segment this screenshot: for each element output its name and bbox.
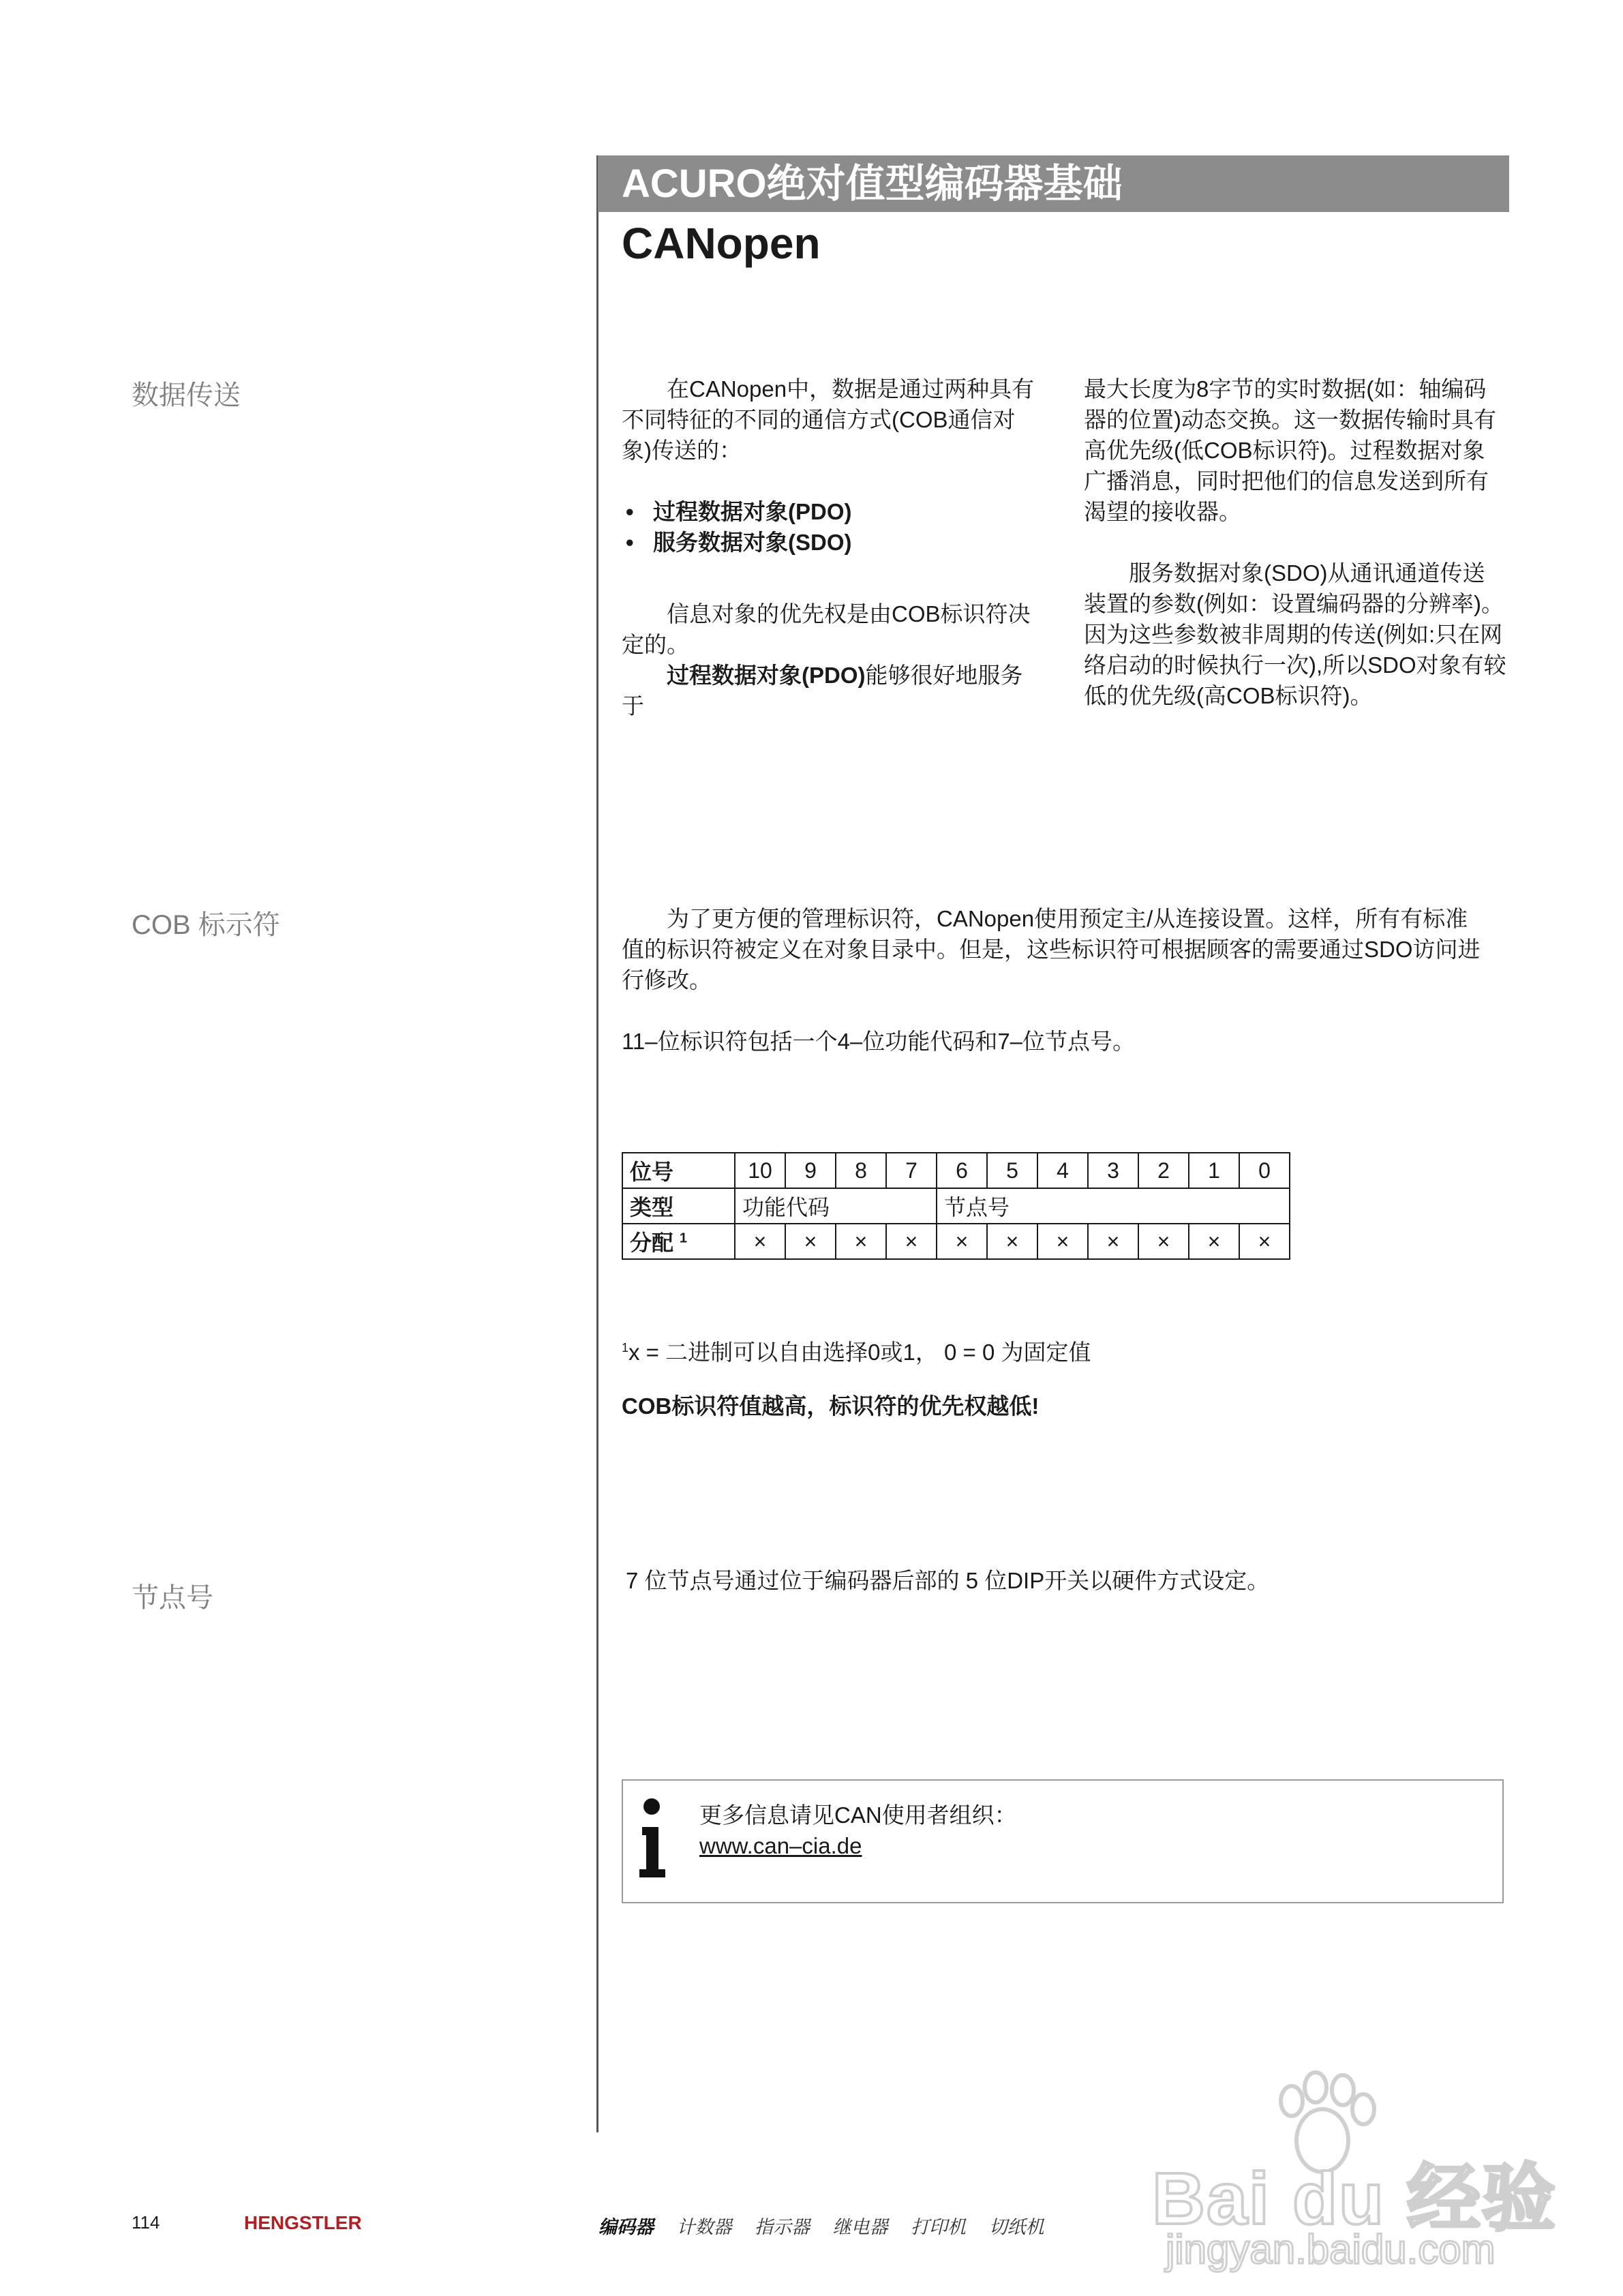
section-label-data-transfer: 数据传送 xyxy=(132,380,241,410)
footnote xyxy=(622,1333,1487,1368)
data-transfer-right-column xyxy=(1084,374,1506,711)
table-cell: 10 xyxy=(735,1153,785,1188)
footer-nav-item[interactable]: 继电器 xyxy=(832,2217,888,2237)
list-item-pdo: • 过程数据对象(PDO) xyxy=(622,496,1044,527)
table-cell: × xyxy=(836,1224,886,1259)
table-cell: 8 xyxy=(836,1153,886,1188)
watermark-url: jingyan.baidu.com xyxy=(1166,2226,1496,2272)
table-cell: × xyxy=(937,1224,987,1259)
data-transfer-left-column xyxy=(622,374,1044,721)
baidu-watermark xyxy=(1152,2059,1558,2277)
table-cell: × xyxy=(1037,1224,1088,1259)
cob-intro: 为了更方便的管理标识符，CANopen使用预定主/从连接设置。这样，所有有标准值的标识符被定义在对象目录中。但是，这些标识符可根据顾客的需要通过SDO访问进行修改。 xyxy=(622,906,1481,993)
footer-nav-item[interactable]: 打印机 xyxy=(911,2217,967,2237)
table-cell: × xyxy=(987,1224,1037,1259)
bit-table xyxy=(622,1152,1290,1260)
table-cell: × xyxy=(886,1224,937,1259)
table-cell: × xyxy=(1088,1224,1138,1259)
object-type-list xyxy=(622,496,1044,558)
table-cell-function-code: 功能代码 xyxy=(735,1188,937,1224)
pdo-text xyxy=(622,660,1044,721)
table-header-assign xyxy=(622,1224,735,1259)
table-cell: × xyxy=(1138,1224,1189,1259)
page-title: ACURO绝对值型编码器基础 xyxy=(622,162,1123,206)
footnote-text: x = 二进制可以自由选择0或1， 0 = 0 为固定值 xyxy=(628,1340,1091,1365)
page-subtitle: CANopen xyxy=(622,219,821,268)
info-icon xyxy=(635,1793,669,1882)
table-row-assign xyxy=(622,1224,1290,1259)
cob-text-block xyxy=(622,903,1487,1057)
footer-nav xyxy=(598,2212,1062,2239)
assign-label: 分配 xyxy=(630,1230,674,1255)
pdo-rest: 能够很好地服务于 xyxy=(622,663,1023,719)
table-row-bit xyxy=(622,1153,1290,1188)
priority-text: 信息对象的优先权是由COB标识符决定的。 xyxy=(622,601,1031,657)
pdo-bold: 过程数据对象(PDO) xyxy=(667,663,866,688)
table-cell: 0 xyxy=(1239,1153,1290,1188)
section-label-node: 节点号 xyxy=(132,1583,213,1613)
table-cell: 7 xyxy=(886,1153,937,1188)
table-header-type: 类型 xyxy=(622,1188,735,1224)
priority-note: COB标识符值越高，标识符的优先权越低! xyxy=(622,1393,1040,1419)
table-cell: 5 xyxy=(987,1153,1037,1188)
table-cell-node-number: 节点号 xyxy=(937,1188,1290,1224)
table-cell: × xyxy=(785,1224,836,1259)
table-row-type xyxy=(622,1188,1290,1224)
footer-nav-item[interactable]: 计数器 xyxy=(676,2217,732,2237)
assign-footnote-marker: 1 xyxy=(679,1230,688,1246)
section-label-cob: COB 标示符 xyxy=(132,910,280,940)
pdo-continued-text: 最大长度为8字节的实时数据(如：轴编码器的位置)动态交换。这一数据传输时具有高优先级(低COB标识符)。过程数据对象广播消息，同时把他们的信息发送到所有渴望的接收器。 xyxy=(1084,376,1496,524)
table-cell: 6 xyxy=(937,1153,987,1188)
table-cell: × xyxy=(1189,1224,1239,1259)
sdo-text: 服务数据对象(SDO)从通讯通道传送装置的参数(例如：设置编码器的分辨率)。因为这些参数被非周期的传送(例如:只在网络启动的时候执行一次),所以SDO对象有较低的优先级(高COB标识符)。 xyxy=(1084,560,1506,708)
watermark-logo-text: Bai du 经验 xyxy=(1152,2157,1558,2239)
node-text: 7 位节点号通过位于编码器后部的 5 位DIP开关以硬件方式设定。 xyxy=(626,1568,1270,1593)
brand-logo: HENGSTLER xyxy=(244,2212,362,2233)
footer-nav-item[interactable]: 切纸机 xyxy=(988,2217,1044,2237)
footer-nav-item[interactable]: 指示器 xyxy=(755,2217,810,2237)
table-header-bit: 位号 xyxy=(622,1153,735,1188)
page-number: 114 xyxy=(132,2212,160,2233)
list-item-sdo: • 服务数据对象(SDO) xyxy=(622,527,1044,558)
data-transfer-intro: 在CANopen中，数据是通过两种具有不同特征的不同的通信方式(COB通信对象)传送的： xyxy=(622,376,1035,463)
info-link[interactable]: www.can–cia.de xyxy=(699,1833,862,1858)
vertical-divider xyxy=(596,155,598,2132)
cob-bits-description: 11–位标识符包括一个4–位功能代码和7–位节点号。 xyxy=(622,1029,1136,1054)
table-cell: 4 xyxy=(1037,1153,1088,1188)
bit-table-wrapper xyxy=(622,1152,1290,1260)
table-cell: × xyxy=(1239,1224,1290,1259)
table-cell: 3 xyxy=(1088,1153,1138,1188)
info-line: 更多信息请见CAN使用者组织： xyxy=(699,1802,1017,1828)
table-cell: 9 xyxy=(785,1153,836,1188)
footnote-marker: 1 xyxy=(622,1341,629,1355)
footer-nav-item[interactable]: 编码器 xyxy=(598,2217,654,2237)
table-cell: 2 xyxy=(1138,1153,1189,1188)
info-text xyxy=(699,1800,1017,1861)
table-cell: 1 xyxy=(1189,1153,1239,1188)
table-cell: × xyxy=(735,1224,785,1259)
